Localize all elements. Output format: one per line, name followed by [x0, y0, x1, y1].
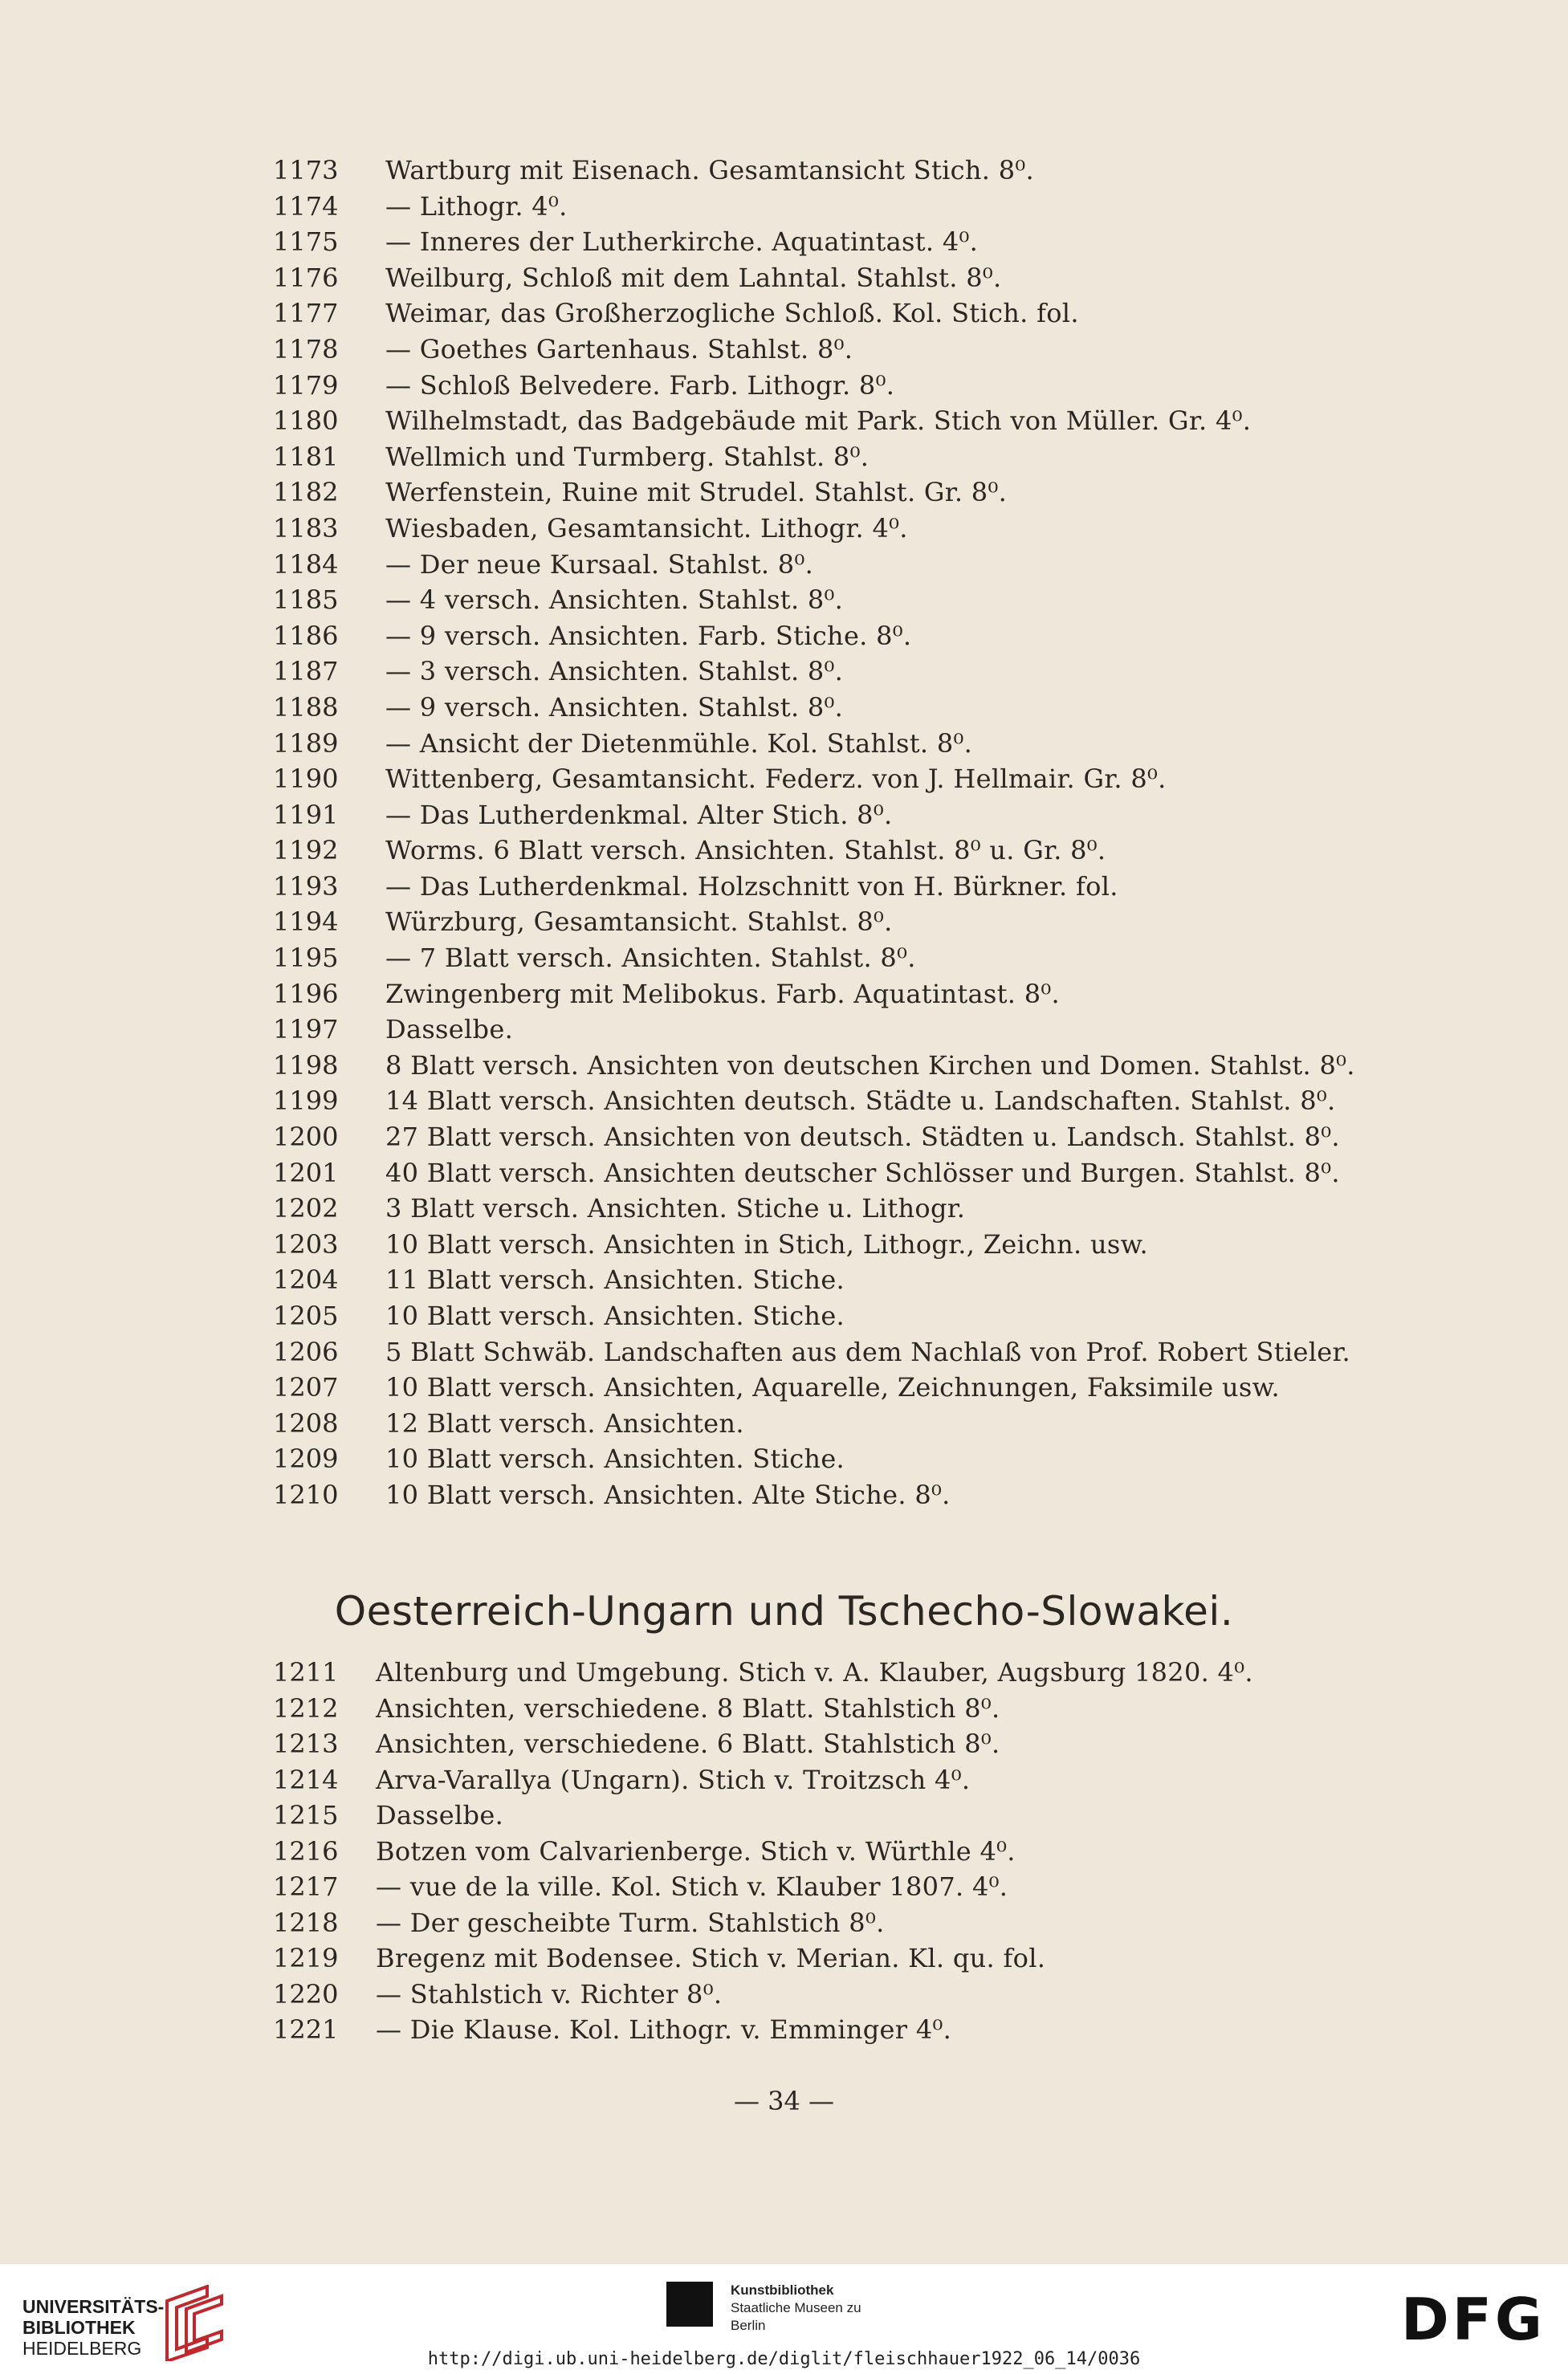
- entry-description: Dasselbe.: [385, 1014, 514, 1045]
- catalog-entry: [273, 1940, 1437, 1977]
- entry-number: 1199: [273, 1085, 339, 1117]
- entry-number: 1198: [273, 1049, 339, 1081]
- entry-description: 10 Blatt versch. Ansichten in Stich, Lithogr., Zeichn. usw.: [385, 1228, 1148, 1260]
- catalog-entry: [273, 474, 1437, 511]
- entry-number: 1197: [273, 1014, 339, 1045]
- entry-description: 11 Blatt versch. Ansichten. Stiche.: [385, 1264, 845, 1296]
- entry-description: — Goethes Gartenhaus. Stahlst. 8⁰.: [385, 333, 853, 364]
- entry-description: — 4 versch. Ansichten. Stahlst. 8⁰.: [385, 584, 844, 616]
- dfg-logo[interactable]: [1393, 2286, 1554, 2351]
- entry-description: Wartburg mit Eisenach. Gesamtansicht Stich. 8⁰.: [385, 155, 1034, 185]
- entry-description: — Inneres der Lutherkirche. Aquatintast. 4⁰.: [385, 226, 979, 258]
- catalog-entry: [273, 1012, 1437, 1048]
- entry-number: 1194: [273, 906, 339, 938]
- entry-description: 27 Blatt versch. Ansichten von deutsch. Städten u. Landsch. Stahlst. 8⁰.: [385, 1122, 1340, 1153]
- entry-number: 1215: [273, 1800, 339, 1830]
- entry-description: Würzburg, Gesamtansicht. Stahlst. 8⁰.: [385, 906, 893, 938]
- entry-number: 1180: [273, 405, 339, 437]
- entry-number: 1177: [273, 298, 339, 329]
- entry-number: 1221: [273, 2014, 339, 2045]
- entry-number: 1183: [273, 512, 339, 544]
- entry-number: 1214: [273, 1764, 339, 1795]
- catalog-entry: [273, 869, 1437, 905]
- entry-description: — Der neue Kursaal. Stahlst. 8⁰.: [385, 548, 814, 580]
- catalog-entry: [273, 547, 1437, 583]
- entry-number: 1209: [273, 1444, 339, 1475]
- entry-description: — Stahlstich v. Richter 8⁰.: [376, 1978, 723, 2010]
- entry-number: 1205: [273, 1301, 339, 1331]
- catalog-entry: [273, 189, 1437, 225]
- catalog-entry: [273, 1905, 1437, 1941]
- catalog-entry: [273, 1119, 1437, 1155]
- entry-description: Ansichten, verschiedene. 6 Blatt. Stahlstich 8⁰.: [376, 1729, 1000, 1759]
- catalog-entry: [273, 1798, 1437, 1834]
- permalink-url[interactable]: http://digi.ub.uni-heidelberg.de/diglit/fleischhauer1922_06_14/0036: [427, 2349, 1141, 2369]
- catalog-entry: [273, 1477, 1437, 1513]
- entry-number: 1200: [273, 1122, 339, 1153]
- entry-description: Arva-Varallya (Ungarn). Stich v. Troitzsch 4⁰.: [376, 1764, 971, 1795]
- catalog-entry: [273, 940, 1437, 976]
- entry-number: 1193: [273, 870, 339, 902]
- catalog-entry: [273, 654, 1437, 690]
- catalog-entry: [273, 1406, 1437, 1442]
- catalog-list-austria-hungary: [273, 1655, 1437, 2048]
- entry-description: Altenburg und Umgebung. Stich v. A. Klauber, Augsburg 1820. 4⁰.: [376, 1657, 1253, 1688]
- catalog-entry: [273, 368, 1437, 404]
- entry-description: Bregenz mit Bodensee. Stich v. Merian. Kl. qu. fol.: [376, 1943, 1046, 1973]
- catalog-entry: [273, 1762, 1437, 1798]
- catalog-entry: [273, 260, 1437, 296]
- entry-number: 1206: [273, 1336, 339, 1367]
- entry-number: 1218: [273, 1907, 339, 1938]
- entry-description: — Die Klause. Kol. Lithogr. v. Emminger 4⁰.: [376, 2014, 952, 2045]
- kunstbibliothek-logo[interactable]: [666, 2274, 875, 2338]
- entry-description: Wellmich und Turmberg. Stahlst. 8⁰.: [385, 441, 870, 472]
- entry-description: — Das Lutherdenkmal. Holzschnitt von H. Bürkner. fol.: [385, 870, 1118, 902]
- catalog-entry: [273, 618, 1437, 654]
- entry-description: Ansichten, verschiedene. 8 Blatt. Stahlstich 8⁰.: [376, 1692, 1000, 1724]
- entry-number: 1220: [273, 1978, 339, 2010]
- entry-number: 1211: [273, 1657, 339, 1688]
- catalog-entry: [273, 1227, 1437, 1263]
- entry-description: — 7 Blatt versch. Ansichten. Stahlst. 8⁰.: [385, 943, 916, 974]
- catalog-entry: [273, 1441, 1437, 1477]
- kb-line2: Staatliche Museen zu Berlin: [731, 2300, 861, 2333]
- entry-description: Weimar, das Großherzogliche Schloß. Kol. Stich. fol.: [385, 298, 1079, 329]
- ub-line3: HEIDELBERG: [22, 2338, 142, 2359]
- entry-description: — Der gescheibte Turm. Stahlstich 8⁰.: [376, 1907, 885, 1938]
- catalog-entry: [273, 904, 1437, 940]
- entry-description: — Ansicht der Dietenmühle. Kol. Stahlst. 8⁰.: [385, 727, 973, 759]
- entry-number: 1189: [273, 727, 339, 759]
- catalog-entry: [273, 726, 1437, 762]
- catalog-entry: [273, 2012, 1437, 2048]
- entry-description: Botzen vom Calvarienberge. Stich v. Würthle 4⁰.: [376, 1835, 1016, 1867]
- entry-description: 14 Blatt versch. Ansichten deutsch. Städte u. Landschaften. Stahlst. 8⁰.: [385, 1085, 1336, 1117]
- entry-description: — 9 versch. Ansichten. Farb. Stiche. 8⁰.: [385, 620, 912, 651]
- catalog-entry: [273, 1298, 1437, 1334]
- ub-line2: BIBLIOTHEK: [22, 2317, 136, 2338]
- catalog-entry: [273, 797, 1437, 833]
- entry-description: Wittenberg, Gesamtansicht. Federz. von J. Hellmair. Gr. 8⁰.: [385, 764, 1167, 795]
- entry-description: Dasselbe.: [376, 1800, 504, 1830]
- entry-number: 1184: [273, 548, 339, 580]
- entry-number: 1178: [273, 333, 339, 364]
- entry-description: Worms. 6 Blatt versch. Ansichten. Stahlst. 8⁰ u. Gr. 8⁰.: [385, 835, 1106, 866]
- catalog-entry: [273, 1691, 1437, 1727]
- entry-number: 1179: [273, 369, 339, 401]
- catalog-entry: [273, 1370, 1437, 1406]
- entry-number: 1185: [273, 584, 339, 616]
- catalog-entry: [273, 511, 1437, 547]
- catalog-entry: [273, 1869, 1437, 1905]
- catalog-entry: [273, 439, 1437, 475]
- entry-description: 10 Blatt versch. Ansichten. Stiche.: [385, 1301, 845, 1331]
- entry-number: 1187: [273, 656, 339, 687]
- entry-number: 1188: [273, 691, 339, 723]
- catalog-entry: [273, 295, 1437, 332]
- entry-number: 1202: [273, 1193, 339, 1224]
- catalog-entry: [273, 224, 1437, 260]
- entry-description: Zwingenberg mit Melibokus. Farb. Aquatintast. 8⁰.: [385, 978, 1061, 1009]
- entry-number: 1196: [273, 978, 339, 1009]
- catalog-entry: [273, 403, 1437, 439]
- entry-number: 1195: [273, 943, 339, 974]
- catalog-entry: [273, 690, 1437, 726]
- entry-description: — Lithogr. 4⁰.: [385, 190, 568, 222]
- entry-number: 1181: [273, 441, 339, 472]
- entry-number: 1173: [273, 155, 339, 185]
- catalog-entry: [273, 1083, 1437, 1119]
- entry-number: 1186: [273, 620, 339, 651]
- entry-number: 1192: [273, 835, 339, 866]
- catalog-entry: [273, 332, 1437, 368]
- entry-description: — 3 versch. Ansichten. Stahlst. 8⁰.: [385, 656, 844, 687]
- entry-description: 12 Blatt versch. Ansichten.: [385, 1407, 744, 1439]
- catalog-entry: [273, 1726, 1437, 1762]
- entry-number: 1174: [273, 190, 339, 222]
- entry-description: Wilhelmstadt, das Badgebäude mit Park. Stich von Müller. Gr. 4⁰.: [385, 405, 1252, 437]
- catalog-entry: [273, 833, 1437, 869]
- kunstbibliothek-emblem-icon: [666, 2282, 713, 2327]
- entry-description: 10 Blatt versch. Ansichten. Stiche.: [385, 1444, 845, 1475]
- entry-number: 1175: [273, 226, 339, 258]
- entry-number: 1182: [273, 477, 339, 508]
- entry-number: 1204: [273, 1264, 339, 1296]
- entry-description: — 9 versch. Ansichten. Stahlst. 8⁰.: [385, 691, 844, 723]
- catalog-entry: [273, 1191, 1437, 1227]
- catalog-entry: [273, 1048, 1437, 1084]
- catalog-entry: [273, 1655, 1437, 1691]
- entry-number: 1212: [273, 1692, 339, 1724]
- entry-number: 1176: [273, 262, 339, 293]
- entry-number: 1213: [273, 1729, 339, 1759]
- entry-description: — Schloß Belvedere. Farb. Lithogr. 8⁰.: [385, 369, 895, 401]
- entry-number: 1201: [273, 1157, 339, 1188]
- entry-description: — Das Lutherdenkmal. Alter Stich. 8⁰.: [385, 799, 893, 830]
- entry-number: 1190: [273, 764, 339, 795]
- entry-description: 3 Blatt versch. Ansichten. Stiche u. Lithogr.: [385, 1193, 966, 1224]
- catalog-entry: [273, 1155, 1437, 1191]
- catalog-entry: [273, 1262, 1437, 1298]
- page-number: — 34 —: [733, 2086, 835, 2116]
- entry-number: 1208: [273, 1407, 339, 1439]
- entry-number: 1191: [273, 799, 339, 830]
- entry-number: 1216: [273, 1835, 339, 1867]
- catalog-entry: [273, 1834, 1437, 1870]
- entry-description: Wiesbaden, Gesamtansicht. Lithogr. 4⁰.: [385, 512, 908, 544]
- entry-number: 1207: [273, 1372, 339, 1403]
- footer-bar: [0, 2264, 1568, 2374]
- catalog-entry: [273, 1977, 1437, 2013]
- dfg-logo-text: DFG: [1400, 2286, 1546, 2351]
- entry-description: — vue de la ville. Kol. Stich v. Klauber 1807. 4⁰.: [376, 1871, 1008, 1902]
- ub-line1: UNIVERSITÄTS-: [22, 2296, 165, 2317]
- entry-number: 1210: [273, 1479, 339, 1510]
- entry-description: 40 Blatt versch. Ansichten deutscher Schlösser und Burgen. Stahlst. 8⁰.: [385, 1157, 1340, 1188]
- entry-description: 5 Blatt Schwäb. Landschaften aus dem Nachlaß von Prof. Robert Stieler.: [385, 1336, 1351, 1367]
- catalog-entry: [273, 582, 1437, 618]
- section-title: Oesterreich-Ungarn und Tschecho-Slowakei.: [334, 1588, 1234, 1635]
- entry-description: 8 Blatt versch. Ansichten von deutschen Kirchen und Domen. Stahlst. 8⁰.: [385, 1049, 1355, 1081]
- entry-number: 1203: [273, 1228, 339, 1260]
- entry-description: 10 Blatt versch. Ansichten, Aquarelle, Zeichnungen, Faksimile usw.: [385, 1372, 1280, 1403]
- entry-description: 10 Blatt versch. Ansichten. Alte Stiche. 8⁰.: [385, 1479, 951, 1510]
- catalog-list-germany: [273, 153, 1437, 1513]
- kb-line1: Kunstbibliothek: [731, 2282, 834, 2298]
- catalog-entry: [273, 1334, 1437, 1370]
- catalog-entry: [273, 761, 1437, 797]
- entry-number: 1219: [273, 1943, 339, 1973]
- catalog-entry: [273, 976, 1437, 1012]
- entry-description: Werfenstein, Ruine mit Strudel. Stahlst. Gr. 8⁰.: [385, 477, 1008, 508]
- entry-description: Weilburg, Schloß mit dem Lahntal. Stahlst. 8⁰.: [385, 262, 1002, 293]
- entry-number: 1217: [273, 1871, 339, 1902]
- kunstbibliothek-text: [731, 2282, 875, 2335]
- catalog-entry: [273, 153, 1437, 189]
